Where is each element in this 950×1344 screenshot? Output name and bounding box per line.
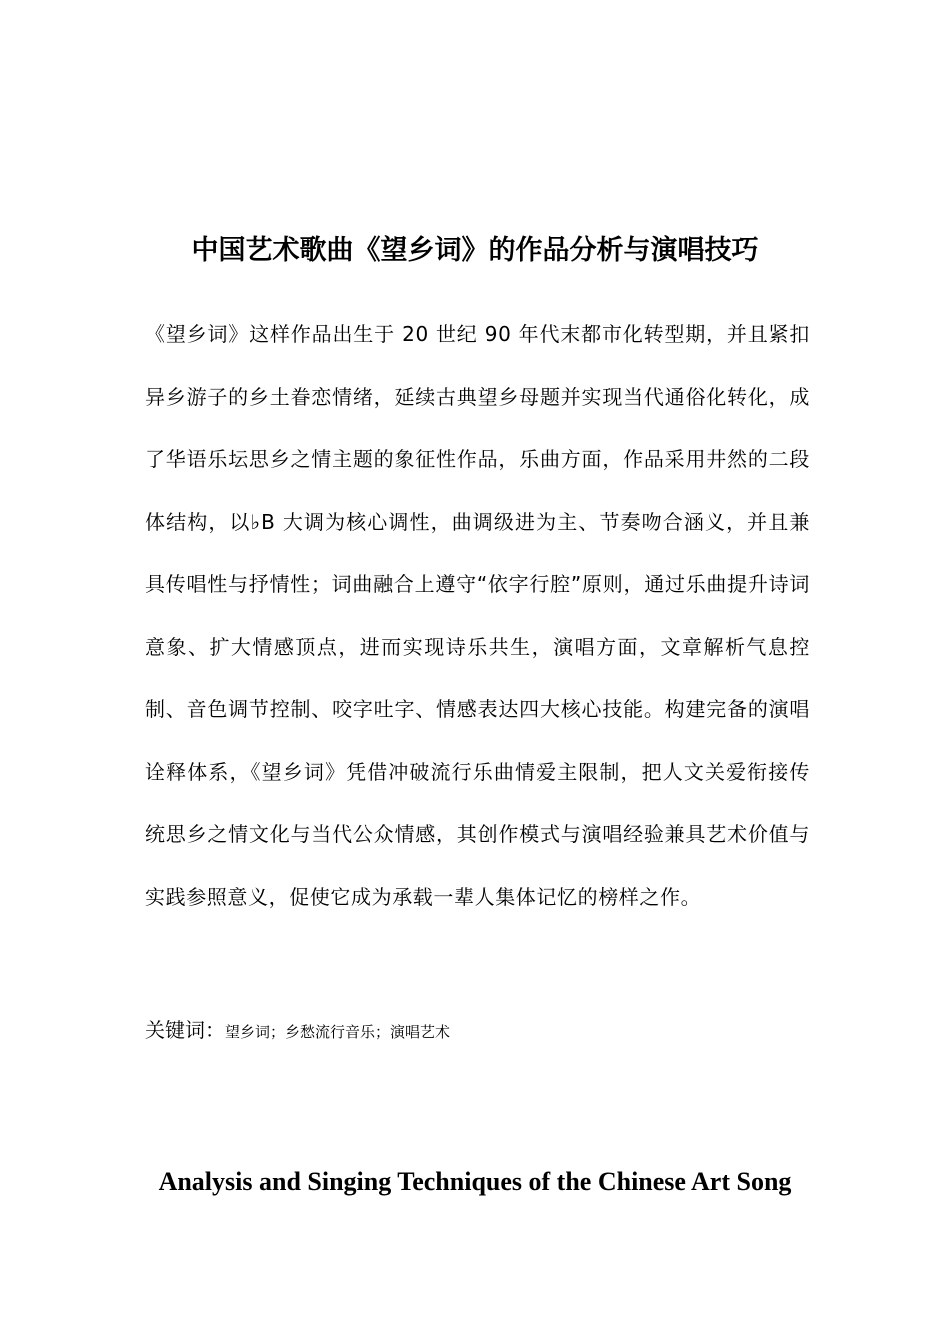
abstract-paragraph: 《望乡词》这样作品出生于 20 世纪 90 年代末都市化转型期，并且紧扣异乡游子的乡土眷恋情绪，延续古典望乡母题并实现当代通俗化转化，成了华语乐坛思乡之情主题的象征性作品，乐曲方面，作品采用井然的二段体结构，以♭B 大调为核心调性，曲调级进为主、节奏吻合涵义，并且兼具传唱性与抒情性；词曲融合上遵守“依字行腔”原则，通过乐曲提升诗词意象、扩大情感顶点，进而实现诗乐共生，演唱方面，文章解析气息控制、音色调节控制、咬字吐字、情感表达四大核心技能。构建完备的演唱诠释体系，《望乡词》凭借冲破流行乐曲情爱主限制，把人文关爱衔接传统思乡之情文化与当代公众情感，其创作模式与演唱经验兼具艺术价值与实践参照意义，促使它成为承载一辈人集体记忆的榜样之作。 (145, 322, 810, 909)
chinese-title: 中国艺术歌曲《望乡词》的作品分析与演唱技巧 (191, 235, 759, 266)
keywords-label: 关键词： (145, 1018, 225, 1042)
keywords-values: 望乡词；乡愁流行音乐；演唱艺术 (225, 1023, 451, 1041)
english-title: Analysis and Singing Techniques of the Chinese Art Song (158, 1167, 792, 1196)
keywords-line (145, 1014, 810, 1043)
